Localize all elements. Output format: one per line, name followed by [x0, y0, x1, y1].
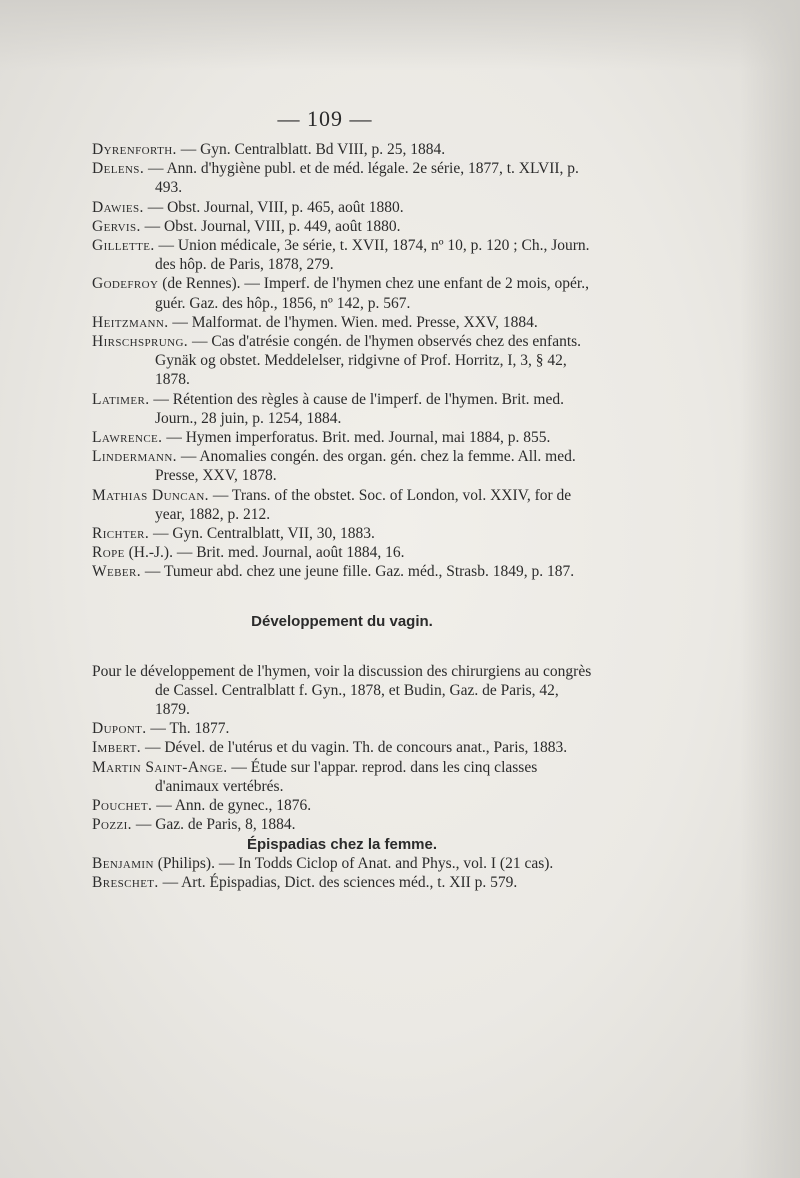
entry-author: Imbert. — [92, 739, 142, 757]
entry-text: — Ann. de gynec., 1876. — [152, 797, 312, 815]
bibliography-entry — [92, 854, 592, 873]
entry-text: (Philips). — In Todds Ciclop of Anat. and Phys., vol. I (21 cas). — [153, 854, 554, 872]
entry-author: Godefroy — [92, 275, 159, 293]
entry-author: Dawies. — [92, 198, 144, 216]
bibliography-entry — [92, 140, 592, 159]
entry-text: — Rétention des règles à cause de l'imperf. de l'hymen. Brit. med. Journ., 28 juin, p. 1254, 1884. — [149, 390, 564, 427]
entry-text: — Étude sur l'appar. reprod. dans les cinq classes d'animaux vertébrés. — [155, 758, 538, 795]
entry-text: (H.-J.). — Brit. med. Journal, août 1884, 16. — [124, 544, 405, 562]
entry-text: — Tumeur abd. chez une jeune fille. Gaz. méd., Strasb. 1849, p. 187. — [141, 563, 575, 581]
entry-text: — Obst. Journal, VIII, p. 449, août 1880. — [140, 217, 401, 235]
entry-text: (de Rennes). — Imperf. de l'hymen chez une enfant de 2 mois, opér., guér. Gaz. des hôp., 1856, nº 142, p. 567. — [155, 275, 589, 312]
bibliography-entry — [92, 562, 592, 581]
entry-author: Hirschsprung. — [92, 333, 189, 351]
entry-author: Dyrenforth. — [92, 141, 177, 158]
entry-text: — Obst. Journal, VIII, p. 465, août 1880. — [143, 198, 404, 216]
entry-author: Rope — [92, 544, 125, 562]
entry-author: Gervis. — [92, 217, 141, 235]
entry-author: Pozzi. — [92, 816, 132, 834]
entry-author: Lindermann. — [92, 448, 177, 466]
entry-text: — Cas d'atrésie congén. de l'hymen observés chez des enfants. Gynäk og obstet. Meddelelser, ridgivne of Prof. Horritz, I, 3, § 42, 1878. — [155, 333, 582, 389]
section-heading-epispadias: Épispadias chez la femme. — [246, 835, 438, 853]
entry-text: — Gyn. Centralblatt. Bd VIII, p. 25, 1884. — [176, 141, 446, 158]
entry-author: Gillette. — [92, 237, 155, 255]
entry-author: Martin Saint-Ange. — [92, 758, 228, 776]
entry-text: — Ann. d'hygiène publ. et de méd. légale. 2e série, 1877, t. XLVII, p. 493. — [144, 160, 579, 197]
bibliography-list-epispadias — [92, 854, 592, 892]
bibliography-entry — [92, 796, 592, 815]
bibliography-entry — [92, 815, 592, 834]
entry-author: Pouchet. — [92, 797, 153, 815]
entry-author: Latimer. — [92, 390, 150, 408]
entry-text: — Gaz. de Paris, 8, 1884. — [131, 816, 296, 834]
entry-author: Weber. — [92, 563, 142, 581]
entry-text: — Dével. de l'utérus et du vagin. Th. de concours anat., Paris, 1883. — [141, 739, 568, 757]
entry-text: — Trans. of the obstet. Soc. of London, vol. XXIV, for de year, 1882, p. 212. — [155, 486, 572, 523]
bibliography-entry — [92, 274, 592, 312]
bibliography-entry — [92, 524, 592, 543]
bibliography-list-hymen — [92, 140, 592, 582]
entry-text: Pour le développement de l'hymen, voir la discussion des chirurgiens au congrès de Cassel. Centralblatt f. Gyn., 1878, et Budin, Gaz. de Paris, 42, 1879. — [92, 662, 592, 719]
bibliography-entry — [92, 159, 592, 197]
entry-text: — Anomalies congén. des organ. gén. chez la femme. All. med. Presse, XXV, 1878. — [155, 448, 576, 485]
bibliography-entry — [92, 428, 592, 447]
entry-text: — Hymen imperforatus. Brit. med. Journal, mai 1884, p. 855. — [162, 429, 551, 447]
bibliography-entry — [92, 236, 592, 274]
bibliography-entry — [92, 313, 592, 332]
bibliography-entry — [92, 332, 592, 390]
entry-author: Mathias Duncan. — [92, 486, 209, 504]
bibliography-entry — [92, 447, 592, 485]
bibliography-entry — [92, 486, 592, 524]
entry-text: — Malformat. de l'hymen. Wien. med. Presse, XXV, 1884. — [168, 313, 538, 331]
entry-author: Breschet. — [92, 873, 159, 891]
bibliography-list-vagin — [92, 662, 592, 835]
entry-author: Richter. — [92, 525, 150, 543]
bibliography-entry — [92, 719, 592, 738]
bibliography-entry — [92, 198, 592, 217]
bibliography-entry — [92, 662, 592, 720]
entry-author: Benjamin — [92, 854, 154, 872]
bibliography-entry — [92, 217, 592, 236]
page-content — [92, 140, 592, 892]
page-number: — 109 — — [277, 106, 373, 131]
bibliography-entry — [92, 758, 592, 796]
bibliography-entry — [92, 873, 592, 892]
entry-text: — Union médicale, 3e série, t. XVII, 1874, nº 10, p. 120 ; Ch., Journ. des hôp. de Paris, 1878, 279. — [154, 237, 590, 274]
bibliography-entry — [92, 390, 592, 428]
entry-author: Heitzmann. — [92, 313, 169, 331]
entry-text: — Th. 1877. — [146, 720, 230, 738]
entry-text: — Gyn. Centralblatt, VII, 30, 1883. — [149, 525, 375, 543]
entry-author: Lawrence. — [92, 429, 163, 447]
entry-author: Delens. — [92, 160, 145, 178]
bibliography-entry — [92, 738, 592, 757]
bibliography-entry — [92, 543, 592, 562]
section-heading-vagin: Développement du vagin. — [251, 612, 433, 630]
entry-author: Dupont. — [92, 720, 147, 738]
entry-text: — Art. Épispadias, Dict. des sciences méd., t. XII p. 579. — [158, 873, 518, 891]
